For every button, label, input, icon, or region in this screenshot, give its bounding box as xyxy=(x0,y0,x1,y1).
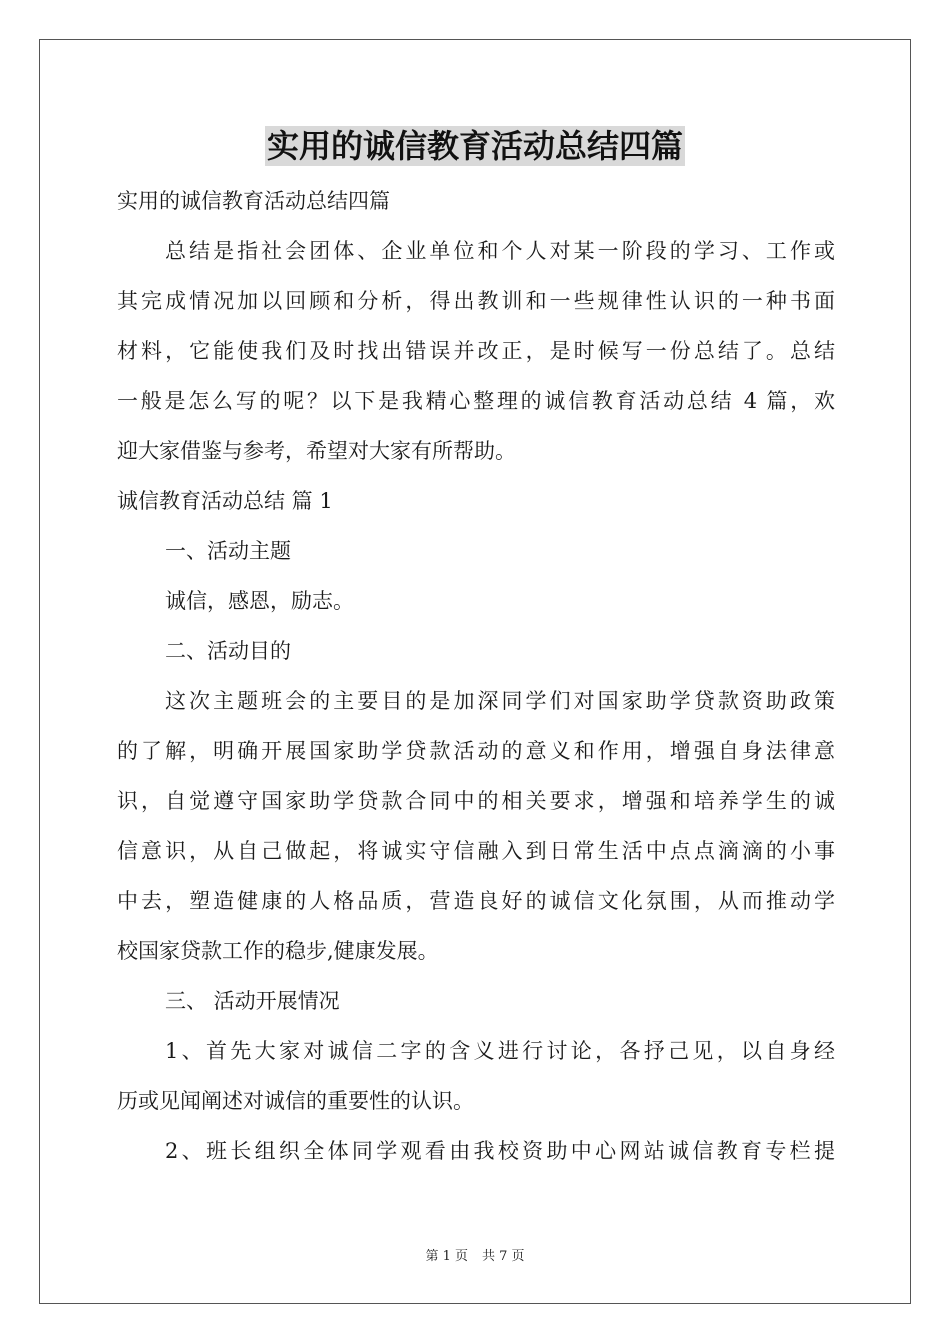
paragraph-line: 识，自觉遵守国家助学贷款合同中的相关要求，增强和培养学生的诚 xyxy=(117,789,835,813)
document-body xyxy=(117,176,835,1176)
page-total: 共 7 页 xyxy=(482,1249,525,1264)
paragraph-line: 材料，它能使我们及时找出错误并改正，是时候写一份总结了。总结 xyxy=(117,339,835,363)
paragraph-line: 总结是指社会团体、企业单位和个人对某一阶段的学习、工作或 xyxy=(165,239,835,263)
paragraph-line: 一般是怎么写的呢？以下是我精心整理的诚信教育活动总结 4 篇，欢 xyxy=(117,389,835,413)
paragraph-line: 诚信，感恩，励志。 xyxy=(165,589,354,613)
paragraph-line: 其完成情况加以回顾和分析，得出教训和一些规律性认识的一种书面 xyxy=(117,289,835,313)
page-number: 第 1 页 xyxy=(425,1249,468,1264)
paragraph-line: 2、班长组织全体同学观看由我校资助中心网站诚信教育专栏提 xyxy=(165,1139,835,1163)
document-title: 实用的诚信教育活动总结四篇 xyxy=(266,127,683,165)
paragraph-line: 历或见闻阐述对诚信的重要性的认识。 xyxy=(117,1089,474,1113)
paragraph-line: 迎大家借鉴与参考，希望对大家有所帮助。 xyxy=(117,439,516,463)
paragraph-line: 信意识，从自己做起，将诚实守信融入到日常生活中点点滴滴的小事 xyxy=(117,839,835,863)
subtitle-line: 实用的诚信教育活动总结四篇 xyxy=(117,189,390,213)
paragraph-line: 1、首先大家对诚信二字的含义进行讨论，各抒己见，以自身经 xyxy=(165,1039,835,1063)
section-heading: 诚信教育活动总结 篇 1 xyxy=(117,489,333,513)
paragraph-line: 的了解，明确开展国家助学贷款活动的意义和作用，增强自身法律意 xyxy=(117,739,835,763)
paragraph-line: 这次主题班会的主要目的是加深同学们对国家助学贷款资助政策 xyxy=(165,689,835,713)
paragraph-line: 校国家贷款工作的稳步,健康发展。 xyxy=(117,939,439,963)
title-container xyxy=(0,126,950,166)
subsection-heading: 三、 活动开展情况 xyxy=(165,989,340,1013)
subsection-heading: 二、活动目的 xyxy=(165,639,291,663)
subsection-heading: 一、活动主题 xyxy=(165,539,291,563)
page-footer xyxy=(0,1248,950,1266)
paragraph-line: 中去，塑造健康的人格品质，营造良好的诚信文化氛围，从而推动学 xyxy=(117,889,835,913)
